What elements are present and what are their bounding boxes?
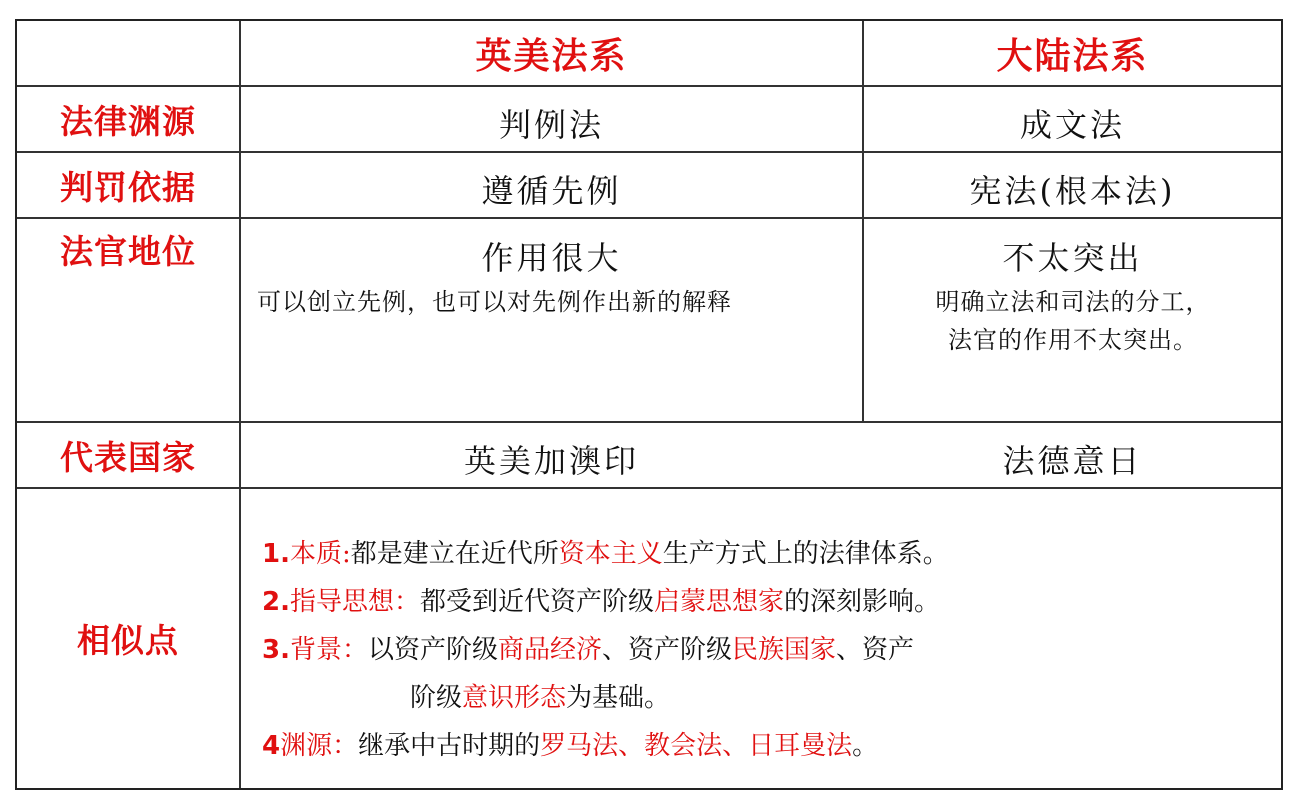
note-continental-judge-status-line2: 法官的作用不太突出。	[948, 326, 1198, 354]
cell-anglo-legal-source: 判例法	[498, 106, 604, 144]
cell-continental-judge-status: 不太突出	[1002, 239, 1143, 277]
note-continental-judge-status-line1: 明确立法和司法的分工，	[935, 288, 1211, 316]
similarities-list	[262, 530, 1262, 770]
header-anglo-american: 英美法系	[475, 35, 628, 77]
row-label-judge-status: 法官地位	[60, 231, 196, 271]
row-label-judgment-basis: 判罚依据	[60, 167, 196, 207]
similarity-item-background: 3.背景：以资产阶级商品经济、资产阶级民族国家、资产	[262, 635, 915, 665]
row-label-legal-source: 法律渊源	[60, 101, 196, 141]
cell-anglo-countries: 英美加澳印	[463, 442, 639, 480]
cell-anglo-judge-status: 作用很大	[481, 239, 622, 277]
cell-continental-countries: 法德意日	[1002, 442, 1143, 480]
cell-continental-judgment-basis: 宪法(根本法)	[969, 172, 1176, 210]
cell-continental-legal-source: 成文法	[1019, 106, 1125, 144]
header-continental: 大陆法系	[996, 35, 1149, 77]
similarity-item-origin: 4渊源：继承中古时期的罗马法、教会法、日耳曼法。	[262, 731, 879, 761]
similarity-item-guiding-thought: 2.指导思想：都受到近代资产阶级启蒙思想家的深刻影响。	[262, 587, 941, 617]
row-label-representative-countries: 代表国家	[60, 437, 196, 477]
cell-anglo-judgment-basis: 遵循先例	[481, 172, 622, 210]
similarity-item-background-continued: 阶级意识形态为基础。	[410, 683, 671, 713]
similarity-item-essence: 1.本质:都是建立在近代所资本主义生产方式上的法律体系。	[262, 539, 949, 569]
row-label-similarities: 相似点	[77, 621, 179, 660]
note-anglo-judge-status: 可以创立先例，也可以对先例作出新的解释	[257, 288, 732, 316]
